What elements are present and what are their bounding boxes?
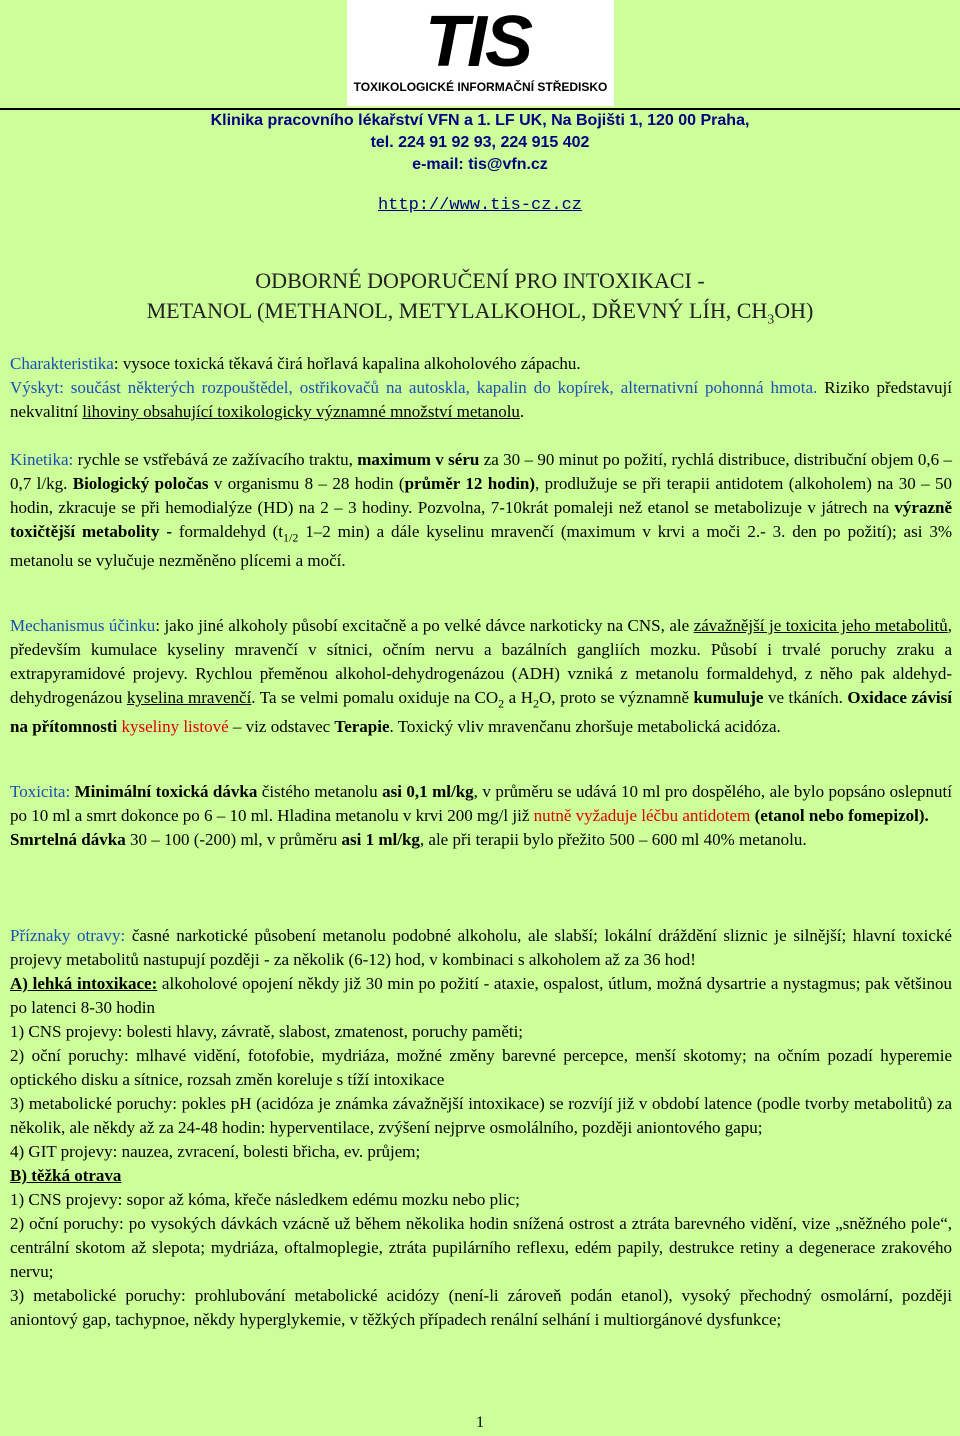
website-link[interactable]: http://www.tis-cz.cz	[377, 196, 583, 215]
doc-title-line2: METANOL (METHANOL, METYLALKOHOL, DŘEVNÝ LÍH, $CH_3OH$)	[146, 298, 814, 328]
section-priznaky: Příznaky otravy: časné narkotické působení metanolu podobné alkoholu, ale slabší; lokální dráždění sliznic je silnější; hlavní toxické projevy metabolitů nastupují později - za několik (6-12) hod, v kombinaci s alkoholem až za 36 hod! A) lehká intoxikace: alkoholové opojení někdy již 30 min po požití - ataxie, ospalost, útlum, možná dysartrie a nystagmus; pak většinou po latenci 8-30 hodin 1) CNS projevy: bolesti hlavy, závratě, slabost, zmatenost, poruchy paměti; 2) oční poruchy: mlhavé vidění, fotofobie, mydriáza, možné změny barevné percepce, menší skotomy; na očním pozadí hyperemie optického disku a sítnice, rozsah změn koreluje s tíží intoxikace 3) metabolické poruchy: pokles pH (acidóza je známka závažnější intoxikace) se rozvíjí již v období latence (podle tvorby metabolitů) za několik, ale někdy až za 24-48 hodin: hyperventilace, zvýšení nejprve osmolálního, později aniontového gapu; 4) GIT projevy: nauzea, zvracení, bolesti břicha, ev. průjem; B) těžká otrava 1) CNS projevy: sopor až kóma, křeče následkem edému mozku nebo plic; 2) oční poruchy: po vysokých dávkách vzácně už během několika hodin snížená ostrost a ztráta barevného vidění, vize „sněžného pole“, centrální skotom až slepota; mydriáza, oftalmoplegie, ztráta pupilárního reflexu, edém papily, destrukce retiny a degenerace zrakového nervu; 3) metabolické poruchy: prohlubování metabolické acidózy (není-li zároveň podán etanol), vysoký přechodný osmolární, později aniontový gap, tachypnoe, někdy hyperglykemie, v těžkých případech renální selhání i multiorgánové dysfunkce;	[10, 926, 953, 1329]
tis-logo	[347, 0, 614, 106]
section-toxicita: Toxicita: Minimální toxická dávka čistého metanolu asi 0,1 ml/kg, v průměru se udává 10 ml pro dospělého, ale bylo popsáno oslepnutí po 10 ml a smrt dokonce po 6 – 10 ml. Hladina metanolu v krvi 200 mg/l již nutně vyžaduje léčbu antidotem (etanol nebo fomepizol). Smrtelná dávka 30 – 100 (-200) ml, v průměru asi 1 ml/kg, ale při terapii bylo přežito 500 – 600 ml 40% metanolu.	[10, 782, 952, 849]
header-email: e-mail: tis@vfn.cz	[412, 156, 548, 173]
doc-title-line1: ODBORNÉ DOPORUČENÍ PRO INTOXIKACI -	[255, 268, 705, 293]
header-address: Klinika pracovního lékařství VFN a 1. LF UK, Na Bojišti 1, 120 00 Praha,	[210, 112, 750, 129]
logo-name: TIS	[425, 2, 532, 82]
logo-subtitle: TOXIKOLOGICKÉ INFORMAČNÍ STŘEDISKO	[353, 80, 608, 94]
header-phone: tel. 224 91 92 93, 224 915 402	[370, 134, 590, 151]
section-mechanismus: Mechanismus účinku: jako jiné alkoholy působí excitačně a po velké dávce narkoticky na CNS, ale závažnější je toxicita jeho metabolitů, především kumulace kyseliny mravenčí v sítnici, očním nervu a bazálních gangliích mozku. Působí i trvalé poruchy zraku a extrapyramidové projevy. Rychlou přeměnou alkohol-dehydrogenázou (ADH) vzniká z metanolu formaldehyd, z něho pak aldehyd-dehydrogenázou kyselina mravenčí. Ta se velmi pomalu oxiduje na $CO_2$ a $H_2O$, proto se významně kumuluje ve tkáních. Oxidace závisí na přítomnosti kyseliny listové – viz odstavec Terapie. Toxický vliv mravenčanu zhoršuje metabolická acidóza.	[10, 616, 952, 737]
page-number: 1	[476, 1414, 484, 1431]
section-charakteristika: Charakteristika: vysoce toxická těkavá čirá hořlavá kapalina alkoholového zápachu. Výskyt: součást některých rozpouštědel, ostřikovačů na autoskla, kapalin do kopírek, alternativní pohonná hmota. Riziko představují nekvalitní lihoviny obsahující toxikologicky významné množství metanolu.	[10, 354, 952, 421]
section-kinetika: Kinetika: rychle se vstřebává ze zažívacího traktu, maximum v séru za 30 – 90 minut po požití, rychlá distribuce, distribuční objem 0,6 – 0,7 l/kg. Biologický poločas v organismu 8 – 28 hodin (průměr 12 hodin), prodlužuje se při terapii antidotem (alkoholem) na 30 – 50 hodin, zkracuje se při hemodialýze (HD) na 2 – 3 hodiny. Pozvolna, 7-10krát pomaleji než etanol se metabolizuje v játrech na výrazně toxičtější metabolity - formaldehyd ($t_{1/2}$ 1–2 min) a dále kyselinu mravenčí (maximum v krvi a moči 2.- 3. den po požití); asi 3% metanolu se vylučuje nezměněno plícemi a močí.	[10, 450, 952, 571]
